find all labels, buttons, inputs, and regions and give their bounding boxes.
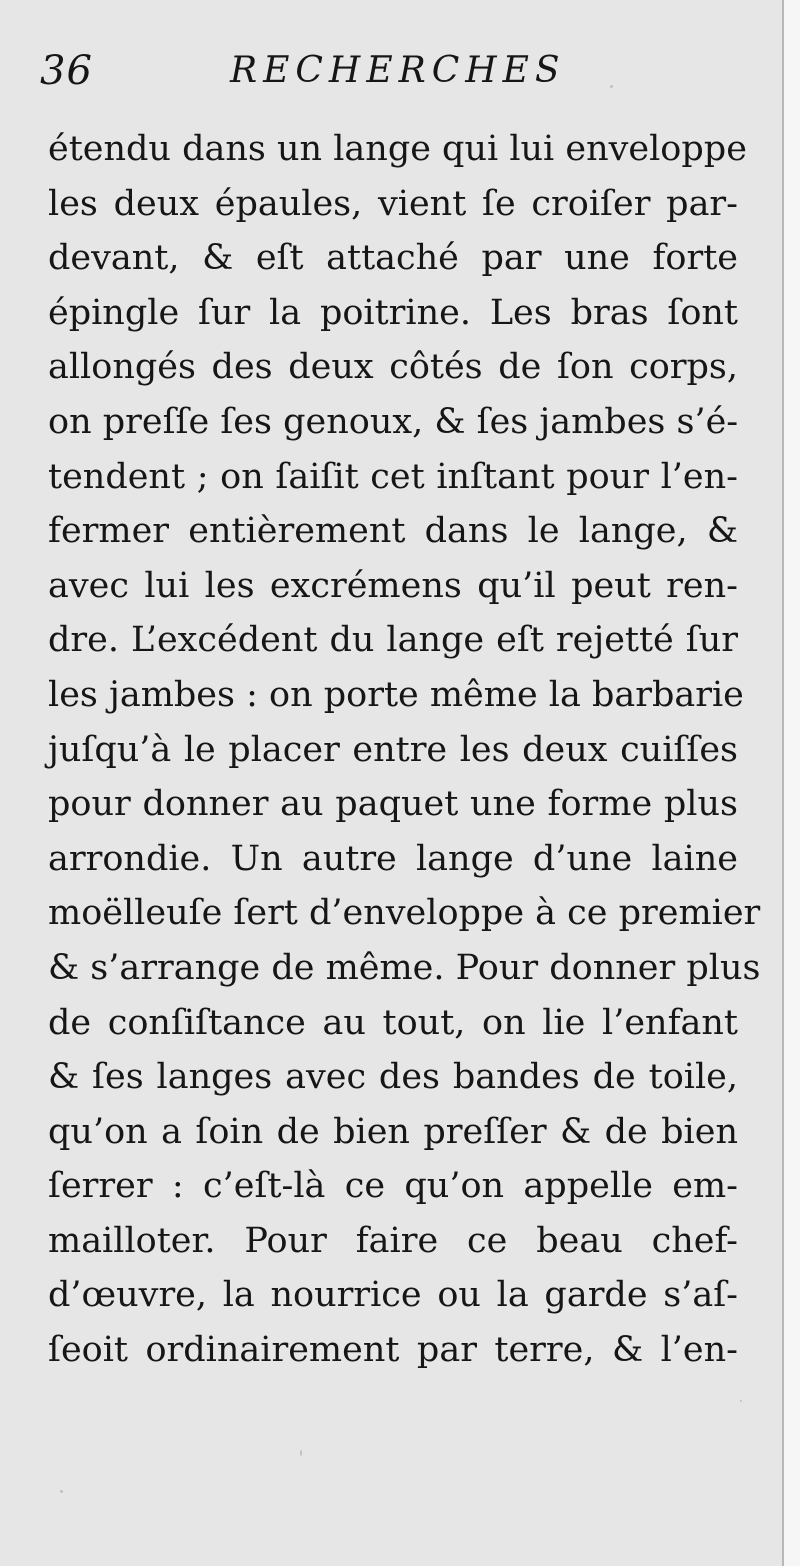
text-line: de conſiſtance au tout, on lie l’enfant <box>48 1002 738 1043</box>
text-line: arrondie. Un autre lange d’une laine <box>48 838 738 879</box>
text-line: mailloter. Pour faire ce beau chef- <box>48 1220 738 1261</box>
text-line: devant, & eſt attaché par une forte <box>48 238 738 279</box>
paper-speck <box>60 1490 63 1493</box>
text-line: pour donner au paquet une forme plus <box>48 784 738 825</box>
text-line: ſerrer : c’eſt-là ce qu’on appelle em- <box>48 1166 738 1207</box>
text-line: fermer entièrement dans le lange, & <box>48 511 738 552</box>
text-line: allongés des deux côtés de ſon corps, <box>48 347 738 388</box>
text-line: les deux épaules, vient ſe croiſer par- <box>48 183 738 224</box>
text-line: étendu dans un lange qui lui enveloppe <box>48 129 747 169</box>
text-line: tendent ; on ſaiſit cet inſtant pour l’en- <box>48 456 738 497</box>
running-head: RECHERCHES <box>230 50 566 91</box>
text-line: les jambes : on porte même la barbarie <box>48 674 744 715</box>
paper-speck <box>740 1400 742 1402</box>
text-line: avec lui les excrémens qu’il peut ren- <box>48 565 738 606</box>
text-line: & s’arrange de même. Pour donner plus <box>48 947 761 988</box>
body-text <box>48 122 761 1378</box>
text-line: dre. L’excédent du lange eſt rejetté ſur <box>48 620 738 661</box>
text-line: juſqu’à le placer entre les deux cuiſſes <box>48 729 738 770</box>
text-line: d’œuvre, la nourrice ou la garde s’aſ- <box>48 1275 738 1316</box>
text-line: moëlleuſe ſert d’enveloppe à ce premier <box>48 893 761 934</box>
text-line: & ſes langes avec des bandes de toile, <box>48 1057 738 1098</box>
paper-speck <box>610 85 613 88</box>
text-line: ſeoit ordinairement par terre, & l’en- <box>48 1330 738 1371</box>
paper-speck <box>300 1450 302 1456</box>
page-margin <box>784 0 800 1566</box>
page-number: 36 <box>40 48 93 94</box>
page-header <box>40 48 740 108</box>
text-line: épingle ſur la poitrine. Les bras ſont <box>48 292 738 333</box>
text-line: qu’on a ſoin de bien preſſer & de bien <box>48 1111 738 1152</box>
text-line: on preſſe ſes genoux, & ſes jambes s’é- <box>48 401 739 442</box>
